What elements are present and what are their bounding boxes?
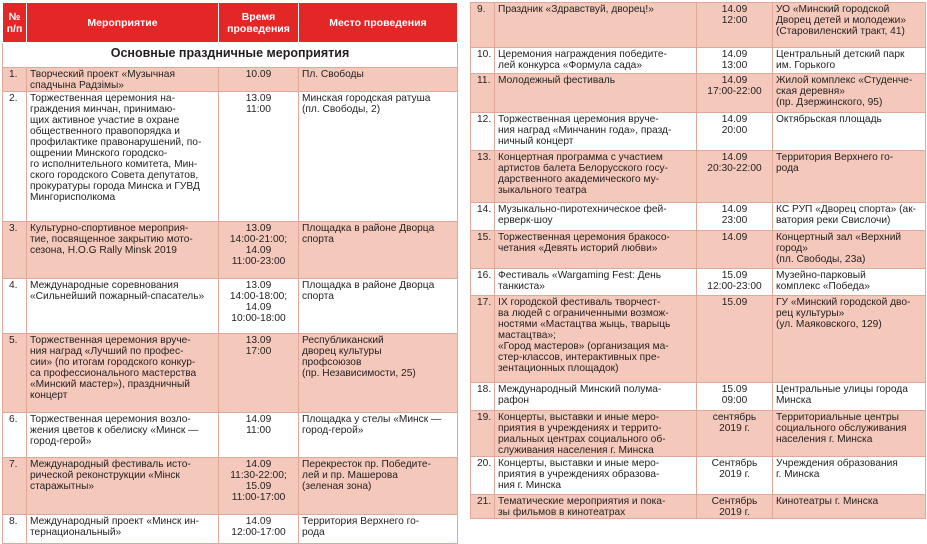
row-place: Площадка в районе Дворца спорта [299,222,458,279]
row-time: 15.09 12:00-23:00 [697,269,773,296]
row-time: 15.09 [697,296,773,383]
table-row [471,151,926,203]
row-event: Тематические мероприятия и пока- зы фильмов в кинотеатрах [495,495,697,519]
table-row [471,411,926,457]
row-time: 14.09 23:00 [697,203,773,231]
row-time: 13.09 17:00 [219,334,299,413]
row-place: Пл. Свободы [299,68,458,92]
table-row [3,515,458,544]
row-time: 14.09 20:30-22:00 [697,151,773,203]
row-event: Церемония награждения победите- лей конкурса «Формула сада» [495,48,697,74]
row-place: Территориальные центры социального обслуживания населения г. Минска [773,411,926,457]
row-number: 5. [3,334,27,413]
row-place: Учреждения образования г. Минска [773,457,926,495]
row-time: 13.09 11:00 [219,92,299,222]
left-table-panel [2,2,457,544]
row-time: Сентябрь 2019 г. [697,495,773,519]
row-event: Молодежный фестиваль [495,74,697,113]
table-row [471,269,926,296]
row-number: 9. [471,3,495,48]
row-number: 17. [471,296,495,383]
table-row [3,458,458,515]
row-number: 15. [471,231,495,269]
row-number: 8. [3,515,27,544]
row-place: Площадка в районе Дворца спорта [299,279,458,334]
row-place: Музейно-парковый комплекс «Победа» [773,269,926,296]
row-number: 19. [471,411,495,457]
table-row [3,413,458,458]
section-row [3,43,458,68]
row-time: 14.09 12:00 [697,3,773,48]
row-event: Концерты, выставки и иные меро- приятия в учреждениях образова- ния г. Минска [495,457,697,495]
table-row [3,222,458,279]
row-event: Концертная программа с участием артистов балета Белорусского госу- дарственного академического му- зыкального театра [495,151,697,203]
row-time: 10.09 [219,68,299,92]
row-time: 14.09 11:00 [219,413,299,458]
row-place: Центральные улицы города Минска [773,383,926,411]
row-number: 21. [471,495,495,519]
row-time: 15.09 09:00 [697,383,773,411]
header-place: Место проведения [299,3,458,43]
row-event: Международный фестиваль исто- рической реконструкции «Мінск старажытны» [27,458,219,515]
table-row [471,203,926,231]
header-number: № п/п [3,3,27,43]
row-event: Культурно-спортивное мероприя- тие, посвященное закрытию мото- сезона, H.O.G Rally Minsk 2019 [27,222,219,279]
table-row [3,92,458,222]
row-number: 4. [3,279,27,334]
row-place: Концертный зал «Верхний город» (пл. Свободы, 23а) [773,231,926,269]
row-place: Территория Верхнего го- рода [773,151,926,203]
row-event: Торжественная церемония вруче- ния наград «Лучший по профес- сии» (по итогам городского конкур- са профессионального мастерства «Минский мастер»), праздничный концерт [27,334,219,413]
table-row [471,48,926,74]
events-table-left [2,2,458,544]
table-row [3,279,458,334]
table-row [3,68,458,92]
row-event: IX городской фестиваль творчест- ва людей с ограниченными возмож- ностями «Мастацтва жыць, тварыць мастацтва»; «Город мастеров» (организация ма- стер-классов, интерактивных пре- зентационных площадок) [495,296,697,383]
row-place: Минская городская ратуша (пл. Свободы, 2) [299,92,458,222]
row-number: 14. [471,203,495,231]
table-row [471,231,926,269]
row-number: 12. [471,113,495,151]
row-event: Концерты, выставки и иные меро- приятия в учреждениях и террито- риальных центрах социального об- служивания населения г. Минска [495,411,697,457]
row-number: 7. [3,458,27,515]
row-event: Торжественная церемония возло- жения цветов к обелиску «Минск — город-герой» [27,413,219,458]
row-place: Кинотеатры г. Минска [773,495,926,519]
table-header-row [3,3,458,43]
row-event: Торжественная церемония вруче- ния наград «Минчанин года», празд- ничный концерт [495,113,697,151]
row-time: 14.09 11:30-22:00; 15.09 11:00-17:00 [219,458,299,515]
row-number: 13. [471,151,495,203]
row-number: 3. [3,222,27,279]
row-place: Жилой комплекс «Студенче- ская деревня» (пр. Дзержинского, 95) [773,74,926,113]
row-event: Международный проект «Минск ин- тернациональный» [27,515,219,544]
row-place: Центральный детский парк им. Горького [773,48,926,74]
row-number: 2. [3,92,27,222]
row-event: Торжественная церемония бракосо- четания «Девять историй любви» [495,231,697,269]
row-time: 14.09 12:00-17:00 [219,515,299,544]
row-number: 10. [471,48,495,74]
row-event: Международный Минский полума- рафон [495,383,697,411]
row-time: 13.09 14:00-21:00; 14.09 11:00-23:00 [219,222,299,279]
table-row [471,3,926,48]
table-row [471,383,926,411]
row-time: 14.09 [697,231,773,269]
row-number: 18. [471,383,495,411]
row-event: Праздник «Здравствуй, дворец!» [495,3,697,48]
events-table-right [470,2,926,519]
row-number: 6. [3,413,27,458]
table-row [471,74,926,113]
table-row [471,113,926,151]
row-place: Октябрьская площадь [773,113,926,151]
row-number: 11. [471,74,495,113]
row-place: Территория Верхнего го- рода [299,515,458,544]
row-time: сентябрь 2019 г. [697,411,773,457]
row-number: 16. [471,269,495,296]
row-time: Сентябрь 2019 г. [697,457,773,495]
row-number: 1. [3,68,27,92]
row-event: Международные соревнования «Сильнейший пожарный-спасатель» [27,279,219,334]
row-event: Торжественная церемония на- граждения минчан, принимаю- щих активное участие в охране общественного правопорядка и профилактике правонарушений, по- ощрении Минского городско- го исполнительного комитета, Мин- ского городского Совета депутатов, прокуратуры города Минска и ГУВД Мингорисполкома [27,92,219,222]
row-number: 20. [471,457,495,495]
row-place: Площадка у стелы «Минск — город-герой» [299,413,458,458]
row-time: 14.09 13:00 [697,48,773,74]
row-place: Республиканский дворец культуры профсоюзов (пр. Независимости, 25) [299,334,458,413]
row-event: Творческий проект «Музычная спадчына Радзімы» [27,68,219,92]
right-table-panel [470,2,925,519]
header-time: Время проведения [219,3,299,43]
row-time: 13.09 14:00-18:00; 14.09 10:00-18:00 [219,279,299,334]
table-row [471,495,926,519]
table-row [471,457,926,495]
row-place: КС РУП «Дворец спорта» (ак- ватория реки Свислочи) [773,203,926,231]
row-event: Фестиваль «Wargaming Fest: День танкиста» [495,269,697,296]
row-event: Музыкально-пиротехническое фей- ерверк-шоу [495,203,697,231]
row-place: Перекресток пр. Победите- лей и пр. Машерова (зеленая зона) [299,458,458,515]
row-place: УО «Минский городской Дворец детей и молодежи» (Старовиленский тракт, 41) [773,3,926,48]
table-row [3,334,458,413]
row-time: 14.09 20:00 [697,113,773,151]
section-title: Основные праздничные мероприятия [3,43,458,68]
header-event: Мероприятие [27,3,219,43]
row-time: 14.09 17:00-22:00 [697,74,773,113]
row-place: ГУ «Минский городской дво- рец культуры» (ул. Маяковского, 129) [773,296,926,383]
table-row [471,296,926,383]
